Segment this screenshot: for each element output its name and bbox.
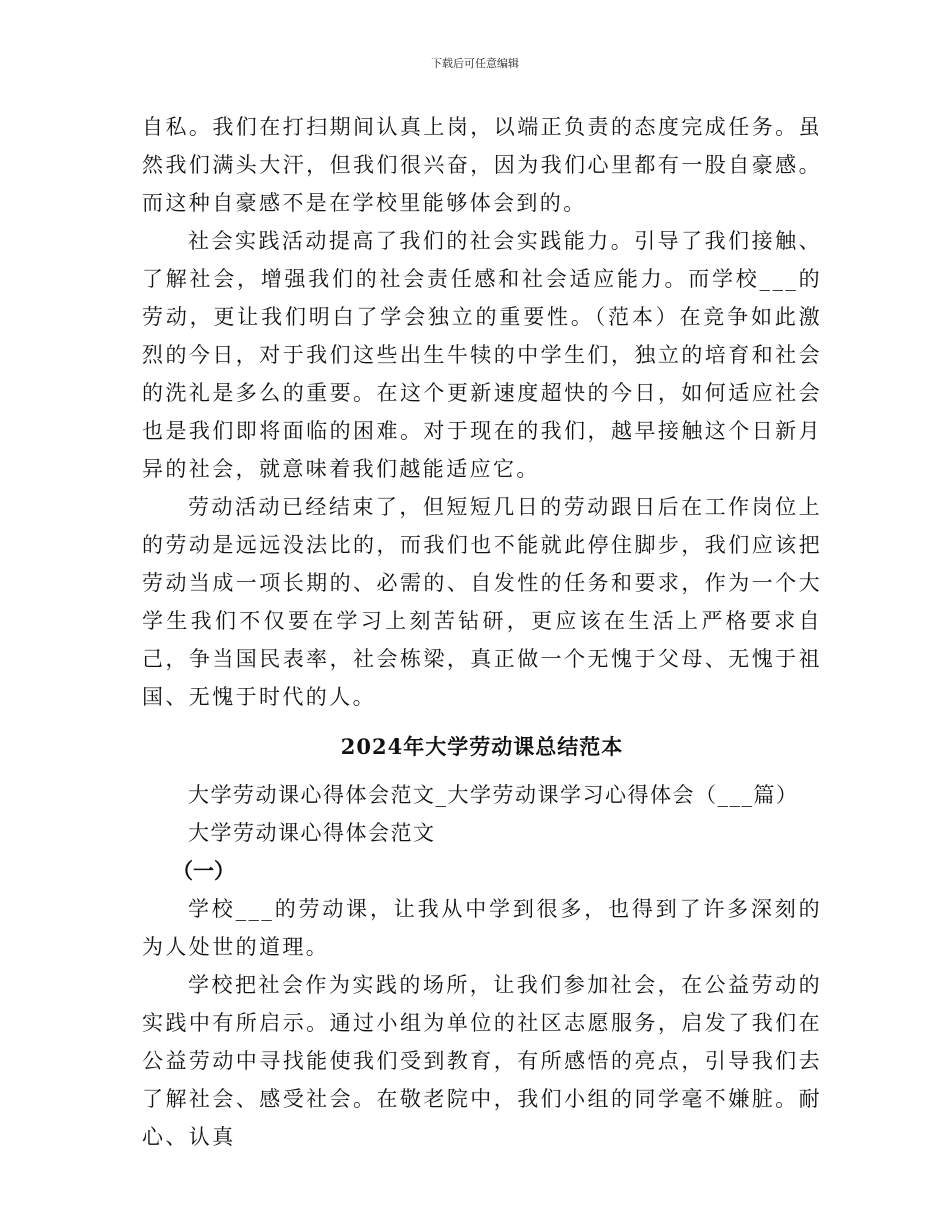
- subtitle-line-1: 大学劳动课心得体会范文_大学劳动课学习心得体会（___篇）: [188, 783, 799, 807]
- paragraph-1: 自私。我们在打扫期间认真上岗，以端正负责的态度完成任务。虽然我们满头大汗，但我们很兴奋，因为我们心里都有一股自豪感。而这种自豪感不是在学校里能够体会到的。: [142, 115, 822, 215]
- paragraph-3: 劳动活动已经结束了，但短短几日的劳动跟日后在工作岗位上的劳动是远远没法比的，而我们也不能就此停住脚步，我们应该把劳动当成一项长期的、必需的、自发性的任务和要求，作为一个大学生我们不仅要在学习上刻苦钻研，更应该在生活上严格要求自己，争当国民表率，社会栋梁，真正做一个无愧于父母、无愧于祖国、无愧于时代的人。: [142, 495, 822, 709]
- page-header: 下载后可任意编辑: [431, 57, 519, 70]
- section-label: （一）: [172, 858, 235, 883]
- document-body: [142, 108, 822, 1156]
- subtitle-line-2: 大学劳动课心得体会范文: [188, 821, 436, 845]
- paragraph-4: 学校___的劳动课，让我从中学到很多，也得到了许多深刻的为人处世的道理。: [142, 897, 822, 959]
- paragraph-5: 学校把社会作为实践的场所，让我们参加社会，在公益劳动的实践中有所启示。通过小组为单位的社区志愿服务，启发了我们在公益劳动中寻找能使我们受到教育，有所感悟的亮点，引导我们去了解社会、感受社会。在敬老院中，我们小组的同学毫不嫌脏。耐心、认真: [142, 973, 822, 1149]
- paragraph-2: 社会实践活动提高了我们的社会实践能力。引导了我们接触、了解社会，增强我们的社会责任感和社会适应能力。而学校___的劳动，更让我们明白了学会独立的重要性。（范本）在竞争如此激烈的今日，对于我们这些出生牛犊的中学生们，独立的培育和社会的洗礼是多么的重要。在这个更新速度超快的今日，如何适应社会也是我们即将面临的困难。对于现在的我们，越早接触这个日新月异的社会，就意味着我们越能适应它。: [142, 229, 822, 481]
- document-title: 2024年大学劳动课总结范本: [340, 734, 624, 759]
